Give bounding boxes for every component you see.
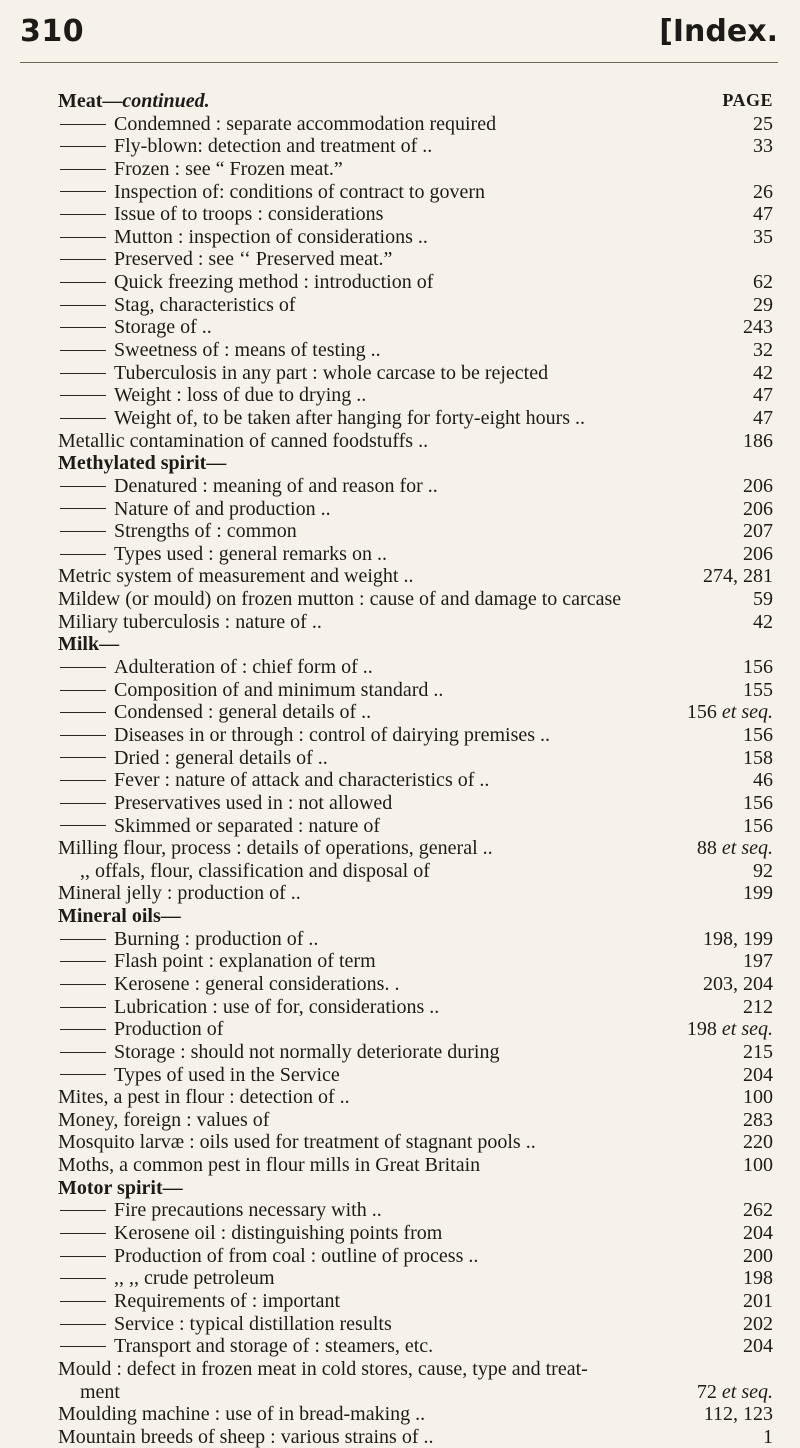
page-reference: 33: [753, 135, 773, 158]
ditto-dash: [60, 825, 106, 826]
page-reference: 220: [743, 1131, 773, 1154]
index-entry-text: Production of from coal : outline of process ..: [114, 1244, 479, 1267]
index-entry-text: Dried : general details of ..: [114, 746, 328, 769]
index-entry-page: [747, 271, 773, 294]
index-entry-page: [737, 724, 773, 747]
index-entry-page: [747, 226, 773, 249]
page-reference: 47: [753, 406, 773, 429]
page-reference: 26: [753, 180, 773, 203]
index-entry: [58, 973, 773, 996]
index-entry: [58, 294, 773, 317]
index-entry-page: [747, 860, 773, 883]
index-entry-text: Preservatives used in : not allowed: [114, 791, 393, 814]
index-entry-text: Mosquito larvæ : oils used for treatment of stagnant pools ..: [58, 1131, 536, 1154]
index-entry-text: Composition of and minimum standard ..: [114, 678, 444, 701]
index-heading: [58, 905, 773, 928]
page-reference: 206: [743, 474, 773, 497]
index-entry-page: [737, 543, 773, 566]
index-entry-page: [697, 565, 773, 588]
index-entry-text: Production of: [114, 1018, 224, 1041]
index-entry: [58, 1426, 773, 1448]
page-reference: 100: [743, 1154, 773, 1177]
page-header: [20, 14, 778, 54]
index-entry: [58, 113, 773, 136]
page-reference: 29: [753, 293, 773, 316]
page-reference: 199: [743, 882, 773, 905]
index-entry-page: [737, 1131, 773, 1154]
index-entry-page: [747, 611, 773, 634]
index-entry-page: [737, 996, 773, 1019]
page-number: 310: [20, 14, 85, 49]
ditto-dash: [60, 1278, 106, 1279]
index-entry: [58, 588, 773, 611]
page-reference: 47: [753, 384, 773, 407]
index-entry-text: Fly-blown: detection and treatment of ..: [114, 135, 433, 158]
index-entry-page: [747, 384, 773, 407]
ditto-dash: [60, 395, 106, 396]
page-reference: 62: [753, 271, 773, 294]
index-entry-page: [697, 928, 773, 951]
ditto-dash: [60, 508, 106, 509]
index-entry: [58, 1131, 773, 1154]
index-entry-text: Inspection of: conditions of contract to govern: [114, 180, 486, 203]
index-entry-page: [737, 1154, 773, 1177]
index-entry-page: [737, 1267, 773, 1290]
index-heading: [58, 452, 773, 475]
index-entry-page: [737, 1086, 773, 1109]
ditto-dash: [60, 554, 106, 555]
index-entry: [58, 1267, 773, 1290]
page-reference: 198: [743, 1267, 773, 1290]
page-reference: 156: [743, 723, 773, 746]
ditto-dash: [60, 735, 106, 736]
ditto-dash: [60, 1074, 106, 1075]
index-entry: [58, 1109, 773, 1132]
page-column-heading: PAGE: [722, 90, 773, 110]
index-entry: [58, 928, 773, 951]
index-entry-text: Frozen : see “ Frozen meat.”: [114, 157, 343, 180]
index-entry-text: Kerosene oil : distinguishing points from: [114, 1222, 443, 1245]
page-reference: 88 et seq.: [696, 837, 773, 860]
index-entry-text: Strengths of : common: [114, 520, 297, 543]
ditto-dash: [60, 1233, 106, 1234]
index-entry: [58, 1358, 773, 1381]
index-entry-page: [737, 430, 773, 453]
index-entry: [58, 1313, 773, 1336]
index-entry-page: [698, 1403, 773, 1426]
page-reference: 158: [743, 746, 773, 769]
index-heading-text: Milk—: [58, 633, 120, 656]
index-entry: [58, 543, 773, 566]
index-heading-text: Methylated spirit—: [58, 452, 227, 475]
index-entry: [58, 1199, 773, 1222]
ditto-dash: [60, 1256, 106, 1257]
index-entry-text: Mountain breeds of sheep : various strains of ..: [58, 1425, 434, 1448]
index-entry-text: Milling flour, process : details of operations, general ..: [58, 837, 493, 860]
index-entry: [58, 384, 773, 407]
index-entry: [58, 1154, 773, 1177]
index-entry: [58, 565, 773, 588]
index-entry-text: ,, ,, crude petroleum: [114, 1267, 275, 1290]
ditto-dash: [60, 1210, 106, 1211]
ditto-dash: [60, 984, 106, 985]
index-heading: [58, 633, 773, 656]
page-reference: 198 et seq.: [686, 1018, 773, 1041]
index-heading: [58, 1177, 773, 1200]
index-entry-text: Mites, a pest in flour : detection of ..: [58, 1086, 350, 1109]
ditto-dash: [60, 712, 106, 713]
index-entry: [58, 656, 773, 679]
page-reference: 207: [743, 520, 773, 543]
page-reference: 200: [743, 1244, 773, 1267]
index-entry: [58, 1086, 773, 1109]
ditto-dash: [60, 939, 106, 940]
page-reference: 283: [743, 1108, 773, 1131]
ditto-dash: [60, 667, 106, 668]
page-reference: 42: [753, 610, 773, 633]
index-entry: [58, 430, 773, 453]
index-entry-text: Storage of ..: [114, 316, 212, 339]
index-heading: [58, 90, 773, 113]
page-reference: 204: [743, 1222, 773, 1245]
running-title: [Index.: [659, 14, 778, 49]
page-reference: 201: [743, 1289, 773, 1312]
page-reference: 262: [743, 1199, 773, 1222]
index-entry-page: [737, 656, 773, 679]
index-entry-text: Burning : production of ..: [114, 927, 319, 950]
index-entry: [58, 837, 773, 860]
ditto-dash: [60, 191, 106, 192]
page-reference: 186: [743, 429, 773, 452]
index-entry-page: [757, 1426, 773, 1448]
index-entry-text: Moths, a common pest in flour mills in Great Britain: [58, 1154, 481, 1177]
index-entry-page: [737, 1335, 773, 1358]
index-entry-text: Lubrication : use of for, considerations ..: [114, 995, 440, 1018]
index-entry: [58, 815, 773, 838]
index-entry: [58, 475, 773, 498]
index-entry-text: Miliary tuberculosis : nature of ..: [58, 610, 322, 633]
header-rule: [20, 62, 778, 63]
page-reference: 25: [753, 112, 773, 135]
index-entry-page: [737, 679, 773, 702]
index-entry: [58, 203, 773, 226]
index-entry: [58, 1041, 773, 1064]
index-entry-text: Diseases in or through : control of dairying premises ..: [114, 723, 551, 746]
index-entry: [58, 747, 773, 770]
page-reference: 198, 199: [703, 927, 773, 950]
index-entry-page: [737, 475, 773, 498]
index-entry-text: Flash point : explanation of term: [114, 950, 376, 973]
index-entry: [58, 1064, 773, 1087]
index-entry-page: [737, 498, 773, 521]
ditto-dash: [60, 1346, 106, 1347]
index-entry: [58, 860, 773, 883]
index-entry: [58, 1290, 773, 1313]
ditto-dash: [60, 961, 106, 962]
index-entry-text: Mould : defect in frozen meat in cold stores, cause, type and treat-: [58, 1357, 588, 1380]
index-entry-text: Metallic contamination of canned foodstuffs ..: [58, 429, 429, 452]
index-entry: [58, 498, 773, 521]
index-entry: [58, 248, 773, 271]
index-entry-text: Stag, characteristics of: [114, 293, 296, 316]
index-entry-text: Issue of to troops : considerations: [114, 203, 384, 226]
index-entry: [58, 407, 773, 430]
ditto-dash: [60, 690, 106, 691]
index-entry-page: [737, 316, 773, 339]
index-entry-page: [691, 1381, 773, 1404]
index-entry: [58, 1335, 773, 1358]
ditto-dash: [60, 780, 106, 781]
index-entry: [58, 362, 773, 385]
index-entry-text: Mildew (or mould) on frozen mutton : cause of and damage to carcase: [58, 588, 622, 611]
index-entry: [58, 339, 773, 362]
index-entry-text: Kerosene : general considerations. .: [114, 972, 400, 995]
index-entry: [58, 181, 773, 204]
index-entry: [58, 1403, 773, 1426]
index-entry-page: [747, 339, 773, 362]
ditto-dash: [60, 282, 106, 283]
index-entry-text: Requirements of : important: [114, 1289, 341, 1312]
index-entry-text: Types of used in the Service: [114, 1063, 340, 1086]
ditto-dash: [60, 1052, 106, 1053]
index-entry-page: [747, 407, 773, 430]
index-entry: [58, 1245, 773, 1268]
page-reference: 42: [753, 361, 773, 384]
page-reference: 112, 123: [703, 1403, 773, 1426]
index-entry-page: [737, 1199, 773, 1222]
page-reference: 155: [743, 678, 773, 701]
index-entry: [58, 882, 773, 905]
page-reference: 274, 281: [703, 565, 773, 588]
index-entry-page: [691, 837, 773, 860]
ditto-dash: [60, 373, 106, 374]
page-reference: 156 et seq.: [686, 701, 773, 724]
page-reference: 203, 204: [703, 972, 773, 995]
index-entry-text: Nature of and production ..: [114, 497, 331, 520]
index-entry-text: Moulding machine : use of in bread-making ..: [58, 1403, 426, 1426]
page-reference: 59: [753, 588, 773, 611]
index-entry-page: [737, 1245, 773, 1268]
index-entry: [58, 1381, 773, 1404]
page-reference: 156: [743, 656, 773, 679]
index-entry-text: Fever : nature of attack and characteristics of ..: [114, 769, 490, 792]
ditto-dash: [60, 350, 106, 351]
index-entry: [58, 611, 773, 634]
index-heading-text: Motor spirit—: [58, 1176, 183, 1199]
index-entry-text: Fire precautions necessary with ..: [114, 1199, 382, 1222]
index-entry-text: ment: [80, 1380, 120, 1403]
index-entry-text: Metric system of measurement and weight ..: [58, 565, 414, 588]
page-reference: 32: [753, 339, 773, 362]
index-entry: [58, 316, 773, 339]
index-entry-text: Quick freezing method : introduction of: [114, 271, 434, 294]
index-entry: [58, 158, 773, 181]
page-reference: 206: [743, 542, 773, 565]
ditto-dash: [60, 531, 106, 532]
page-reference: 46: [753, 769, 773, 792]
index-entry-page: [737, 1290, 773, 1313]
index-entry-text: Mutton : inspection of considerations ..: [114, 225, 428, 248]
index-entry-page: [747, 362, 773, 385]
index-entry: [58, 135, 773, 158]
ditto-dash: [60, 418, 106, 419]
index-entry-text: Sweetness of : means of testing ..: [114, 339, 381, 362]
index-entry-page: [747, 181, 773, 204]
page-reference: 156: [743, 791, 773, 814]
index-heading-suffix: continued.: [122, 90, 210, 112]
index-entry-text: Denatured : meaning of and reason for ..: [114, 474, 438, 497]
index-entry: [58, 701, 773, 724]
index-entry-page: [737, 1109, 773, 1132]
index-entry-text: Storage : should not normally deteriorate during: [114, 1040, 500, 1063]
index-entry-text: Transport and storage of : steamers, etc.: [114, 1335, 434, 1358]
index-heading-text: Meat—: [58, 90, 123, 112]
ditto-dash: [60, 803, 106, 804]
index-entries: [58, 90, 773, 1448]
index-entry-text: Mineral jelly : production of ..: [58, 882, 301, 905]
page-reference: 92: [753, 859, 773, 882]
page-reference: 212: [743, 995, 773, 1018]
page-reference: 204: [743, 1063, 773, 1086]
page-reference: 1: [763, 1425, 773, 1448]
ditto-dash: [60, 124, 106, 125]
page-reference: 206: [743, 497, 773, 520]
index-entry-text: Weight of, to be taken after hanging for forty-eight hours ..: [114, 406, 586, 429]
index-entry: [58, 724, 773, 747]
page-reference: 243: [743, 316, 773, 339]
index-entry-text: Preserved : see ‘‘ Preserved meat.”: [114, 248, 393, 271]
page-reference: 156: [743, 814, 773, 837]
ditto-dash: [60, 327, 106, 328]
ditto-dash: [60, 214, 106, 215]
index-entry-text: Money, foreign : values of: [58, 1108, 270, 1131]
index-entry: [58, 1222, 773, 1245]
index-entry-text: Adulteration of : chief form of ..: [114, 656, 373, 679]
index-entry-text: Condensed : general details of ..: [114, 701, 372, 724]
index-entry-page: [747, 769, 773, 792]
ditto-dash: [60, 1301, 106, 1302]
ditto-dash: [60, 259, 106, 260]
index-entry: [58, 950, 773, 973]
index-entry-page: [747, 294, 773, 317]
index-entry-text: Skimmed or separated : nature of: [114, 814, 381, 837]
ditto-dash: [60, 305, 106, 306]
index-entry: [58, 769, 773, 792]
page-reference: 47: [753, 203, 773, 226]
index-entry-page: [747, 113, 773, 136]
page-reference: 197: [743, 950, 773, 973]
index-entry-page: [737, 815, 773, 838]
index-entry-page: [737, 1313, 773, 1336]
index-heading-text: Mineral oils—: [58, 905, 181, 928]
index-entry: [58, 1018, 773, 1041]
index-entry-page: [737, 747, 773, 770]
index-entry-text: Service : typical distillation results: [114, 1312, 392, 1335]
ditto-dash: [60, 757, 106, 758]
index-entry-page: [681, 701, 773, 724]
index-entry: [58, 679, 773, 702]
page-reference: 204: [743, 1335, 773, 1358]
index-entry-page: [681, 1018, 773, 1041]
index-entry-page: [737, 1041, 773, 1064]
index-entry-text: Types used : general remarks on ..: [114, 542, 387, 565]
page-reference: 72 et seq.: [696, 1380, 773, 1403]
index-entry-page: [747, 135, 773, 158]
page-reference: 215: [743, 1040, 773, 1063]
index-entry-text: Condemned : separate accommodation required: [114, 112, 497, 135]
index-entry-page: [747, 588, 773, 611]
index-entry-text: Tuberculosis in any part : whole carcase to be rejected: [114, 361, 549, 384]
page-reference: 202: [743, 1312, 773, 1335]
index-entry-page: [737, 1222, 773, 1245]
index-entry: [58, 226, 773, 249]
index-entry-page: [737, 520, 773, 543]
page-reference: 35: [753, 225, 773, 248]
index-body: [58, 90, 773, 1448]
index-entry: [58, 271, 773, 294]
index-entry: [58, 996, 773, 1019]
index-entry-text: ,, offals, flour, classification and disposal of: [80, 859, 430, 882]
index-entry-page: [737, 1064, 773, 1087]
index-entry-page: [737, 950, 773, 973]
ditto-dash: [60, 486, 106, 487]
ditto-dash: [60, 1007, 106, 1008]
ditto-dash: [60, 169, 106, 170]
index-entry-text: Weight : loss of due to drying ..: [114, 384, 367, 407]
page-reference: 100: [743, 1086, 773, 1109]
ditto-dash: [60, 237, 106, 238]
ditto-dash: [60, 1029, 106, 1030]
index-entry-page: [737, 792, 773, 815]
ditto-dash: [60, 146, 106, 147]
index-entry: [58, 792, 773, 815]
index-entry-page: [697, 973, 773, 996]
ditto-dash: [60, 1324, 106, 1325]
index-entry-page: [747, 203, 773, 226]
index-entry: [58, 520, 773, 543]
index-entry-page: [737, 882, 773, 905]
